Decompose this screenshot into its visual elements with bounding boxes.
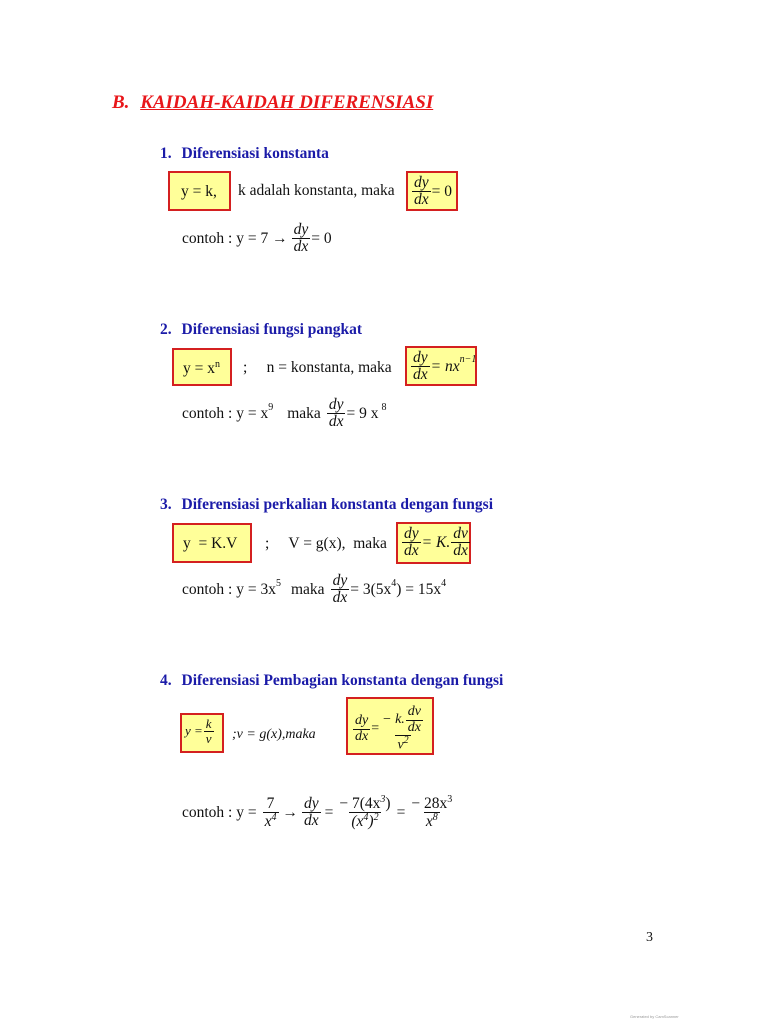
section-3-title: 3. Diferensiasi perkalian konstanta dengan fungsi bbox=[160, 496, 493, 513]
rule-4-formula: y = $\frac{k}{v}$ bbox=[185, 716, 212, 746]
result-4-formula: $\frac{dy}{dx}$ = − k. $\frac{dv}{dx}$ $v^2$ bbox=[355, 704, 422, 754]
section-heading bbox=[112, 92, 433, 114]
scanner-footnote: Generated by CamScanner bbox=[630, 1014, 679, 1019]
section-4-title: 4. Diferensiasi Pembagian konstanta dengan fungsi bbox=[160, 672, 504, 689]
result-4-box bbox=[346, 697, 434, 755]
result-2-box bbox=[405, 346, 477, 386]
rule-2-box bbox=[172, 348, 232, 386]
section-1-title bbox=[160, 145, 329, 163]
rule-3-text: ; V = g(x), maka bbox=[265, 535, 387, 552]
result-3-box bbox=[396, 522, 471, 564]
rule-4-box bbox=[180, 713, 224, 753]
result-3-formula: $\frac{dy}{dx}$ = K. $\frac{dv}{dx}$ bbox=[404, 525, 468, 560]
section-1-number: 1. bbox=[160, 145, 172, 162]
rule-4-text: ;v = g(x),maka bbox=[232, 727, 316, 742]
example-1: contoh : y = 7 → $\frac{dy}{dx}$ = 0 bbox=[182, 221, 332, 256]
section-1-title-text: Diferensiasi konstanta bbox=[181, 145, 329, 162]
rule-3-box bbox=[172, 523, 252, 563]
rule-1-box bbox=[168, 171, 231, 211]
section-2-title: 2. Diferensiasi fungsi pangkat bbox=[160, 321, 363, 338]
result-1-formula: $\frac{dy}{dx}$ = 0 bbox=[414, 174, 453, 209]
rule-3-formula: y = K.V bbox=[183, 535, 238, 552]
rule-1-text: k adalah konstanta, maka bbox=[238, 182, 395, 199]
rule-2-formula: $y = x^n$ bbox=[183, 359, 220, 378]
rule-1-formula: y = k, bbox=[181, 183, 217, 200]
page-number: 3 bbox=[646, 930, 653, 945]
heading-letter: B. bbox=[112, 92, 130, 113]
heading-title: KAIDAH-KAIDAH DIFERENSIASI bbox=[140, 92, 434, 113]
example-2: contoh : y = x $^9$ maka $\frac{dy}{dx}$ = 9 x $^8$ bbox=[182, 396, 387, 431]
result-1-box bbox=[406, 171, 458, 211]
result-2-formula: $\frac{dy}{dx}$ = nx $^{n-1}$ bbox=[413, 349, 477, 384]
example-4: contoh : y = $\frac{7}{x^4}$ → $\frac{dy}{dx}$ = $\frac{- 7(4x^3)}{(x^4)^2}$ = $\frac{- 28x^3}{x^8}$ bbox=[182, 794, 453, 831]
rule-2-text: ; n = konstanta, maka bbox=[243, 359, 392, 376]
example-3: contoh : y = 3x $^5$ maka $\frac{dy}{dx}$ = 3(5x $^4$ ) = 15x $^4$ bbox=[182, 572, 447, 607]
